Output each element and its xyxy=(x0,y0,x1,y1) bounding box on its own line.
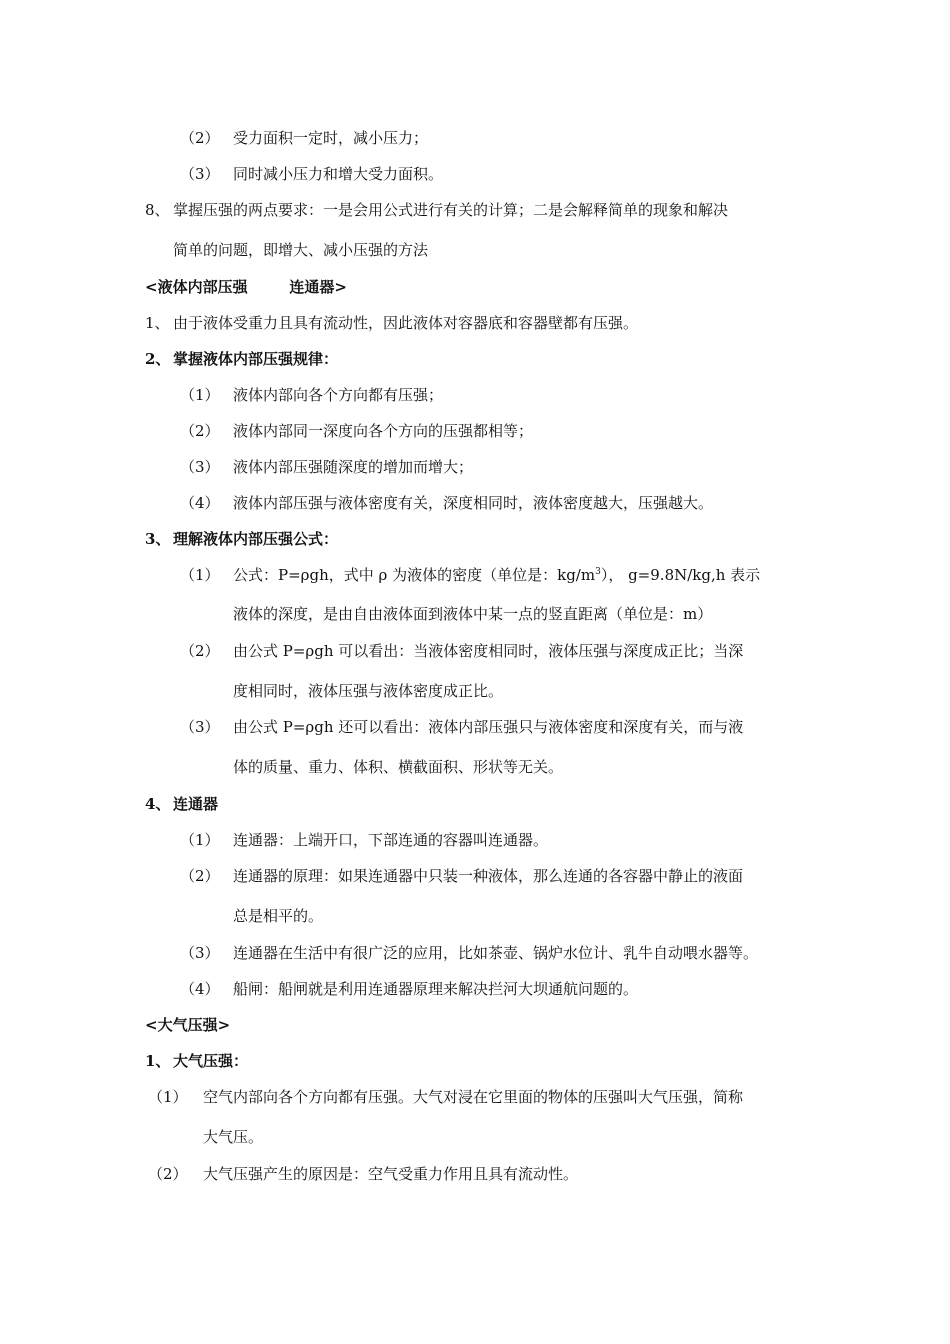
item-number: （2） xyxy=(180,642,220,660)
item-text-continued: 液体的深度，是由自由液体面到液体中某一点的竖直距离（单位是：m） xyxy=(233,605,713,623)
item-text-continued: 度相同时，液体压强与液体密度成正比。 xyxy=(233,682,504,700)
item-number: 3、 xyxy=(145,530,171,548)
item-text: 同时减小压力和增大受力面积。 xyxy=(233,165,444,183)
item-text-continued: 体的质量、重力、体积、横截面积、形状等无关。 xyxy=(233,758,564,776)
item-number: （1） xyxy=(180,831,220,849)
item-number: （1） xyxy=(180,566,220,584)
item-number: （2） xyxy=(180,867,220,885)
item-number: （2） xyxy=(180,422,220,440)
item-text: 连通器：上端开口，下部连通的容器叫连通器。 xyxy=(233,831,549,849)
item-text-continued: 总是相平的。 xyxy=(233,907,324,925)
item-number: （2） xyxy=(180,129,220,147)
item-number: 2、 xyxy=(145,350,171,368)
item-text: 空气内部向各个方向都有压强。大气对浸在它里面的物体的压强叫大气压强，简称 xyxy=(203,1088,744,1106)
item-text: 由公式 P=ρgh 还可以看出：液体内部压强只与液体密度和深度有关，而与液 xyxy=(233,718,744,736)
item-text: 液体内部向各个方向都有压强； xyxy=(233,386,444,404)
item-text xyxy=(233,565,760,585)
item-text: 液体内部同一深度向各个方向的压强都相等； xyxy=(233,422,534,440)
item-text: 连通器在生活中有很广泛的应用，比如茶壶、锅炉水位计、乳牛自动喂水器等。 xyxy=(233,944,759,962)
item-heading: 理解液体内部压强公式： xyxy=(173,530,339,548)
item-text: 连通器的原理：如果连通器中只装一种液体，那么连通的各容器中静止的液面 xyxy=(233,867,744,885)
item-number: （1） xyxy=(148,1088,188,1106)
item-number: （3） xyxy=(180,944,220,962)
item-text: 液体内部压强随深度的增加而增大； xyxy=(233,458,474,476)
item-number: （4） xyxy=(180,980,220,998)
item-number: （4） xyxy=(180,494,220,512)
item-text: 由公式 P=ρgh 可以看出：当液体密度相同时，液体压强与深度成正比；当深 xyxy=(233,642,744,660)
item-text: 船闸：船闸就是利用连通器原理来解决拦河大坝通航问题的。 xyxy=(233,980,639,998)
item-text-continued: 简单的问题，即增大、减小压强的方法 xyxy=(173,241,429,259)
item-text: 掌握压强的两点要求：一是会用公式进行有关的计算；二是会解释简单的现象和解决 xyxy=(173,201,729,219)
item-text: 大气压强产生的原因是：空气受重力作用且具有流动性。 xyxy=(203,1165,579,1183)
item-heading: 大气压强： xyxy=(173,1052,249,1070)
item-text: 受力面积一定时，减小压力； xyxy=(233,129,429,147)
superscript: 3 xyxy=(595,567,601,577)
formula-text: 公式：P=ρgh，式中 ρ 为液体的密度（单位是：kg/m xyxy=(233,566,596,584)
section-heading-liquid-pressure: <液体内部压强 连通器> xyxy=(145,278,347,296)
item-heading: 掌握液体内部压强规律： xyxy=(173,350,339,368)
item-number: （3） xyxy=(180,718,220,736)
item-number: （3） xyxy=(180,165,220,183)
formula-text: ）， g=9.8N/kg,h 表示 xyxy=(600,566,761,584)
item-number: 1、 xyxy=(145,1052,171,1070)
section-heading-atmospheric-pressure: <大气压强> xyxy=(145,1016,231,1034)
item-number: （1） xyxy=(180,386,220,404)
item-number: 4、 xyxy=(145,795,171,813)
item-number: （3） xyxy=(180,458,220,476)
item-text: 液体内部压强与液体密度有关，深度相同时，液体密度越大，压强越大。 xyxy=(233,494,714,512)
item-number: （2） xyxy=(148,1165,188,1183)
item-number: 1、 xyxy=(145,314,170,332)
item-text: 由于液体受重力且具有流动性，因此液体对容器底和容器壁都有压强。 xyxy=(173,314,639,332)
item-number: 8、 xyxy=(145,201,170,219)
item-text-continued: 大气压。 xyxy=(203,1128,264,1146)
item-heading: 连通器 xyxy=(173,795,219,813)
